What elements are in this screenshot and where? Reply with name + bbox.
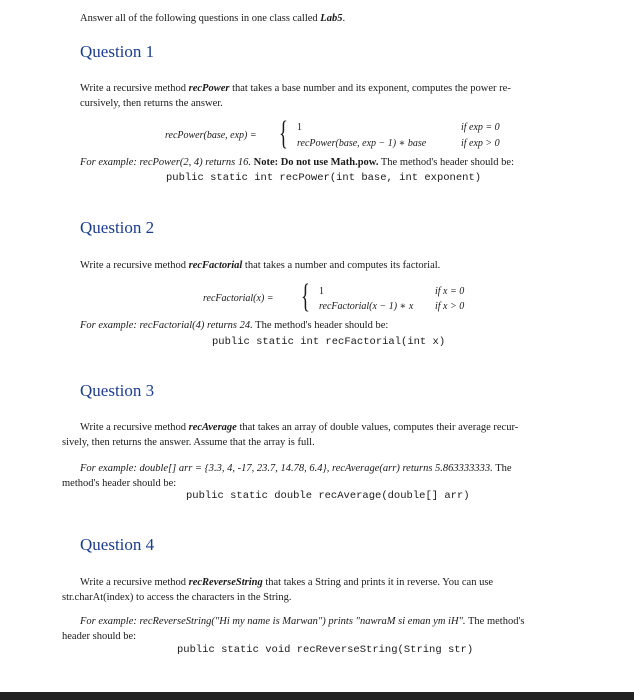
intro-suffix: .	[342, 13, 346, 24]
q4-title: Question 4	[80, 535, 155, 554]
q1-note: Note: Do not use Math.pow.	[253, 157, 379, 168]
q1-formula-lhs: recPower(base, exp) =	[165, 130, 257, 141]
q4-method-name: recReverseString	[188, 577, 263, 588]
intro-prefix: Answer all of the following questions in one class called	[80, 13, 321, 24]
q1-title: Question 1	[80, 42, 155, 61]
q2-case1-cond: if x = 0	[435, 286, 465, 297]
q2-example-line: For example: recFactorial(4) returns 24. The method's header should be:	[80, 320, 389, 331]
q1-brace: {	[279, 115, 288, 152]
q2-case1-value: 1	[319, 286, 324, 297]
q4-example-block: For example: recReverseString("Hi my name is Marwan") prints "nawraM si eman ym iH". The method's header should be:	[62, 616, 525, 642]
q1-description: Write a recursive method recPower that takes a base number and its exponent, computes the power re- cursively, then returns the answer.	[80, 83, 511, 109]
q3-example-block: For example: double[] arr = {3.3, 4, -17, 23.7, 14.78, 6.4}, recAverage(arr) returns 5.863333333. The method's header should be:	[62, 463, 512, 489]
bottom-edge-bar	[0, 692, 634, 700]
q4-signature: public static void recReverseString(String str)	[177, 644, 474, 656]
q3-signature: public static double recAverage(double[] arr)	[186, 490, 470, 502]
q4-example: For example: recReverseString("Hi my name is Marwan") prints "nawraM si eman ym iH".	[80, 616, 466, 627]
q1-case1-cond: if exp = 0	[461, 122, 500, 133]
q2-case2-value: recFactorial(x − 1) ∗ x	[319, 301, 414, 312]
q1-method-name: recPower	[188, 83, 230, 94]
q2-formula-lhs: recFactorial(x) =	[203, 293, 274, 304]
q4-description: Write a recursive method recReverseString that takes a String and prints it in reverse. You can use str.charAt(index) to access the characters in the String.	[62, 577, 494, 603]
q1-signature: public static int recPower(int base, int exponent)	[166, 172, 482, 184]
q1-example: For example: recPower(2, 4) returns 16.	[80, 157, 251, 168]
class-name: Lab5	[320, 13, 343, 24]
q3-example: For example: double[] arr = {3.3, 4, -17, 23.7, 14.78, 6.4}, recAverage(arr) returns 5.863333333.	[80, 463, 493, 474]
q3-title: Question 3	[80, 381, 155, 400]
q2-case2-cond: if x > 0	[435, 301, 465, 312]
q1-case1-value: 1	[297, 122, 302, 133]
q2-description: Write a recursive method recFactorial that takes a number and computes its factorial.	[80, 260, 441, 271]
q2-title: Question 2	[80, 218, 155, 237]
q1-example-line: For example: recPower(2, 4) returns 16. Note: Do not use Math.pow. The method's header should be:	[80, 157, 514, 168]
intro-text	[80, 13, 345, 24]
q1-case2-value: recPower(base, exp − 1) ∗ base	[297, 138, 427, 149]
q2-example: For example: recFactorial(4) returns 24.	[80, 320, 253, 331]
q2-method-name: recFactorial	[188, 260, 243, 271]
q3-description: Write a recursive method recAverage that takes an array of double values, computes their average recur- sively, then returns the answer. Assume that the array is full.	[62, 422, 519, 448]
q2-brace: {	[301, 278, 310, 315]
q2-signature: public static int recFactorial(int x)	[212, 336, 446, 348]
q3-method-name: recAverage	[188, 422, 237, 433]
q1-case2-cond: if exp > 0	[461, 138, 500, 149]
